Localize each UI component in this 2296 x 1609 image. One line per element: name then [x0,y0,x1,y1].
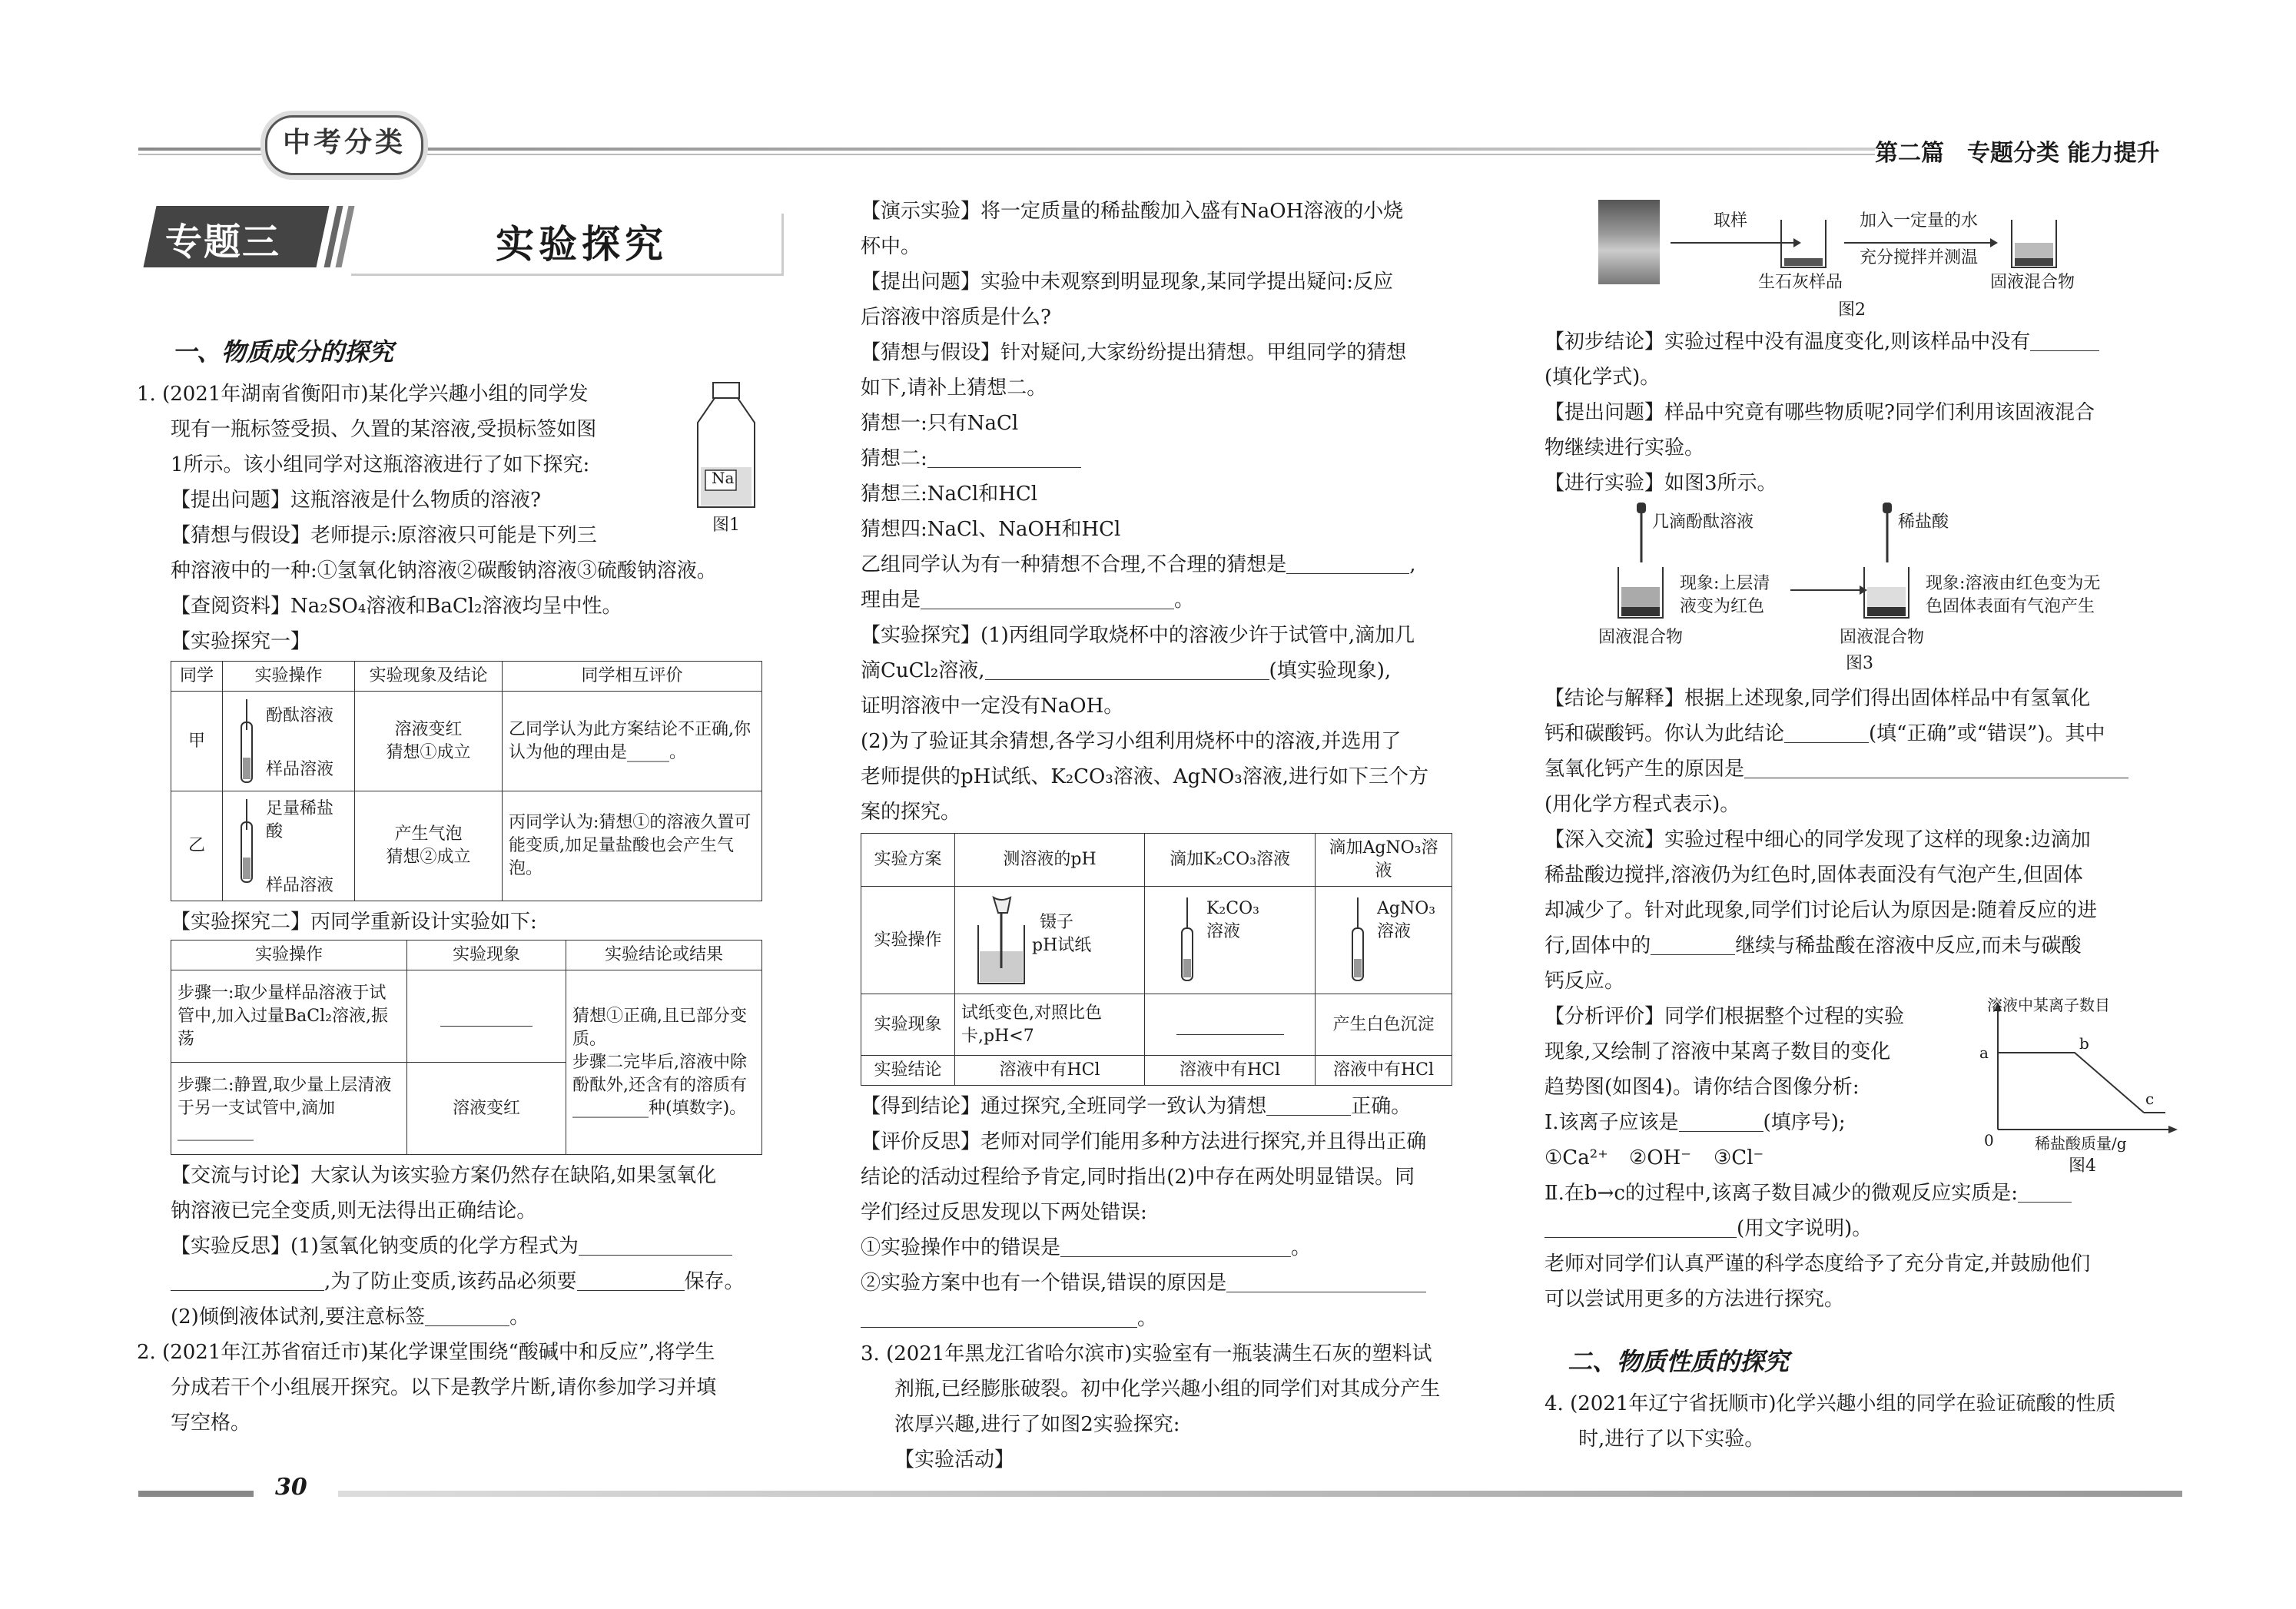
q2-ask-1: 【提出问题】实验中未观察到明显现象,某同学提出疑问:反应 [861,270,1394,294]
q3-an-3: 趋势图(如图4)。请你结合图像分析: [1544,1076,1860,1099]
arrow-icon [1790,582,1867,598]
q1-refl-3: (2)倾倒液体试剂,要注意标签 。 [137,1299,790,1335]
t3-header-3: 滴加AgNO₃溶液 [1316,834,1452,887]
fig4-xlabel: 稀盐酸质量/g [2035,1134,2127,1153]
topic-banner [150,206,784,283]
t1-header-0: 同学 [171,662,223,692]
dropper-icon [1880,503,1895,564]
q3-pre-2: (填化学式)。 [1544,366,1661,389]
column-2 [861,194,1483,1478]
t1-header-2: 实验现象及结论 [355,662,503,692]
q2-guess-2: 如下,请补上猜想二。 [861,377,1047,400]
q2-line-2: 分成若干个小组展开探究。以下是教学片断,请你参加学习并填 [171,1376,717,1399]
q3-con-4: (用化学方程式表示)。 [1544,793,1740,816]
t1-row1-who: 甲 [171,692,223,791]
q3-an-6: Ⅱ.在b→c的过程中,该离子数目减少的微观反应实质是: [1544,1176,2175,1211]
q3-line-4: 【实验活动】 [894,1448,1015,1471]
t1-row1-sample: 样品溶液 [266,759,334,779]
q1-intro-2: 现有一瓶标签受损、久置的某溶液,受损标签如图 [171,418,597,441]
q2-ex-2: 滴CuCl₂溶液, (填实验现象), [861,653,1483,688]
q2-ask-2: 后溶液中溶质是什么? [861,306,1051,329]
table-exp1 [171,661,762,901]
t2-header-0: 实验操作 [171,941,407,970]
q3-an-1: 【分析评价】同学们根据整个过程的实验 [1544,1005,1905,1028]
t3-header-1: 测溶液的pH [955,834,1145,887]
fig3-phen-2b: 色固体表面有气泡产生 [1926,597,2095,616]
q2-demo-1: 【演示实验】将一定质量的稀盐酸加入盛有NaOH溶液的小烧 [861,200,1404,223]
t3-phen-label: 实验现象 [861,994,955,1056]
q2-ev-5: ②实验方案中也有一个错误,错误的原因是 [861,1266,1483,1301]
q2-line-1: 2. (2021年江苏省宿迁市)某化学课堂围绕“酸碱中和反应”,将学生 [137,1341,715,1364]
q1-guess-2: 种溶液中的一种:①氢氧化钠溶液②碳酸钠溶液③硫酸钠溶液。 [171,559,717,582]
t2-phen2: 溶液变红 [407,1063,566,1155]
beaker-icon [1777,217,1830,270]
table-exp3 [861,833,1452,1086]
q3-ask-1: 【提出问题】样品中究竟有哪些物质呢?同学们利用该固液混合 [1544,401,2095,424]
fig3-caption: 图3 [1846,654,1873,673]
t3-op-1 [955,887,1145,994]
t1-row2-sample: 样品溶液 [266,876,334,895]
fig3-phen-2a: 现象:溶液由红色变为无 [1926,574,2101,593]
fig4-a: a [1979,1043,1989,1062]
q1-exp1-title: 【实验探究一】 [171,630,311,653]
q3-end-1: 老师对同学们认真严谨的科学态度给予了充分肯定,并鼓励他们 [1544,1252,2091,1276]
fig3-mix-2: 固液混合物 [1840,628,1925,647]
t3-op2-label: K₂CO₃ 溶液 [1206,899,1259,941]
t3-op-label: 实验操作 [861,887,955,994]
q2-ex-1: 【实验探究】(1)丙组同学取烧杯中的溶液少许于试管中,滴加几 [861,624,1415,647]
fig2-sample: 生石灰样品 [1758,273,1843,292]
fig1-label: Na [712,469,735,487]
topic-label: 专题三 [165,221,281,264]
figure-3 [1583,503,2182,679]
beaker-icon [1614,564,1667,622]
q2-yi-1: 乙组同学认为有一种猜想不合理,不合理的猜想是 , [861,547,1483,582]
t1-header-3: 同学相互评价 [503,662,762,692]
q3-deep-3: 却减少了。针对此现象,同学们讨论后认为原因是:随着反应的进 [1544,899,2098,922]
t1-row1-result: 溶液变红 猜想①成立 [355,692,503,791]
sample-photo [1598,200,1660,284]
fig4-caption: 图4 [2069,1156,2096,1176]
fig4-graph [1975,999,2182,1153]
q2-ev-2: 结论的活动过程给予肯定,同时指出(2)中存在两处明显错误。同 [861,1166,1415,1189]
q2-g-a: 猜想一:只有NaCl [861,412,1019,435]
q2-line-3: 写空格。 [171,1412,251,1435]
t3-conc-2: 溶液中有HCl [1145,1056,1316,1086]
figure-2 [1598,195,2167,318]
t3-op-2 [1145,887,1316,994]
q1-info: 【查阅资料】Na₂SO₄溶液和BaCl₂溶液均呈中性。 [171,595,622,618]
q2-ex-5: 老师提供的pH试纸、K₂CO₃溶液、AgNO₃溶液,进行如下三个方 [861,765,1428,788]
footer-bar-left [138,1491,254,1497]
section-heading-1: 一、物质成分的探究 [172,337,394,367]
page-number: 30 [275,1474,307,1501]
fig2-take: 取样 [1714,211,1748,231]
beaker-icon [1860,564,1913,622]
q1-intro-3: 1所示。该小组同学对这瓶溶液进行了如下探究: [171,453,590,476]
t1-row1-eval: 乙同学认为此方案结论不正确,你认为他的理由是_____。 [503,692,762,791]
q2-ex-3: 证明溶液中一定没有NaOH。 [861,695,1124,718]
header-badge-text: 中考分类 [282,127,406,158]
fig4-b: b [2079,1034,2089,1053]
q3-line-3: 浓厚兴趣,进行了如图2实验探究: [894,1413,1180,1436]
q1-ask: 【提出问题】这瓶溶液是什么物质的溶液? [171,489,541,512]
q2-ev-1: 【评价反思】老师对同学们能用多种方法进行探究,并且得出正确 [861,1130,1427,1153]
q3-deep-5: 钙反应。 [1544,970,1625,993]
q2-guess-1: 【猜想与假设】针对疑问,大家纷纷提出猜想。甲组同学的猜想 [861,341,1407,364]
section-heading-2: 二、物质性质的探究 [1568,1347,1790,1376]
q4-line-1: 4. (2021年辽宁省抚顺市)化学兴趣小组的同学在验证硫酸的性质 [1544,1392,2116,1415]
fig2-add-1: 加入一定量的水 [1860,211,1979,231]
q3-an-2: 现象,又绘制了溶液中某离子数目的变化 [1544,1040,1891,1063]
test-tube-dropper-icon [235,699,258,784]
q1-disc-1: 【交流与讨论】大家认为该实验方案仍然存在缺陷,如果氢氧化 [171,1164,717,1187]
t3-conc-3: 溶液中有HCl [1316,1056,1452,1086]
q2-g-b: 猜想二: [861,441,1483,476]
header-badge [265,115,423,175]
topic-title: 实验探究 [496,222,668,267]
fig2-mix: 固液混合物 [1990,273,2075,292]
beaker-tweezers-icon [970,894,1040,987]
t2-header-2: 实验结论或结果 [566,941,762,970]
fig4-ylabel: 溶液中某离子数目 [1987,996,2110,1014]
t3-op1-tweezers: 镊子 [1040,913,1074,932]
test-tube-dropper-icon [1346,897,1369,982]
t1-row2-who: 乙 [171,791,223,901]
q1-exp2-title: 【实验探究二】丙同学重新设计实验如下: [171,911,537,934]
q3-pre-1: 【初步结论】实验过程中没有温度变化,则该样品中没有 [1544,324,2175,360]
fig2-add-2: 充分搅拌并测温 [1860,248,1979,267]
q2-g-d: 猜想四:NaCl、NaOH和HCl [861,518,1121,541]
q3-an-7: (用文字说明)。 [1544,1211,2175,1246]
figure-4 [1975,996,2182,1176]
fig3-drop-1: 几滴酚酞溶液 [1652,513,1754,532]
q2-g-c: 猜想三:NaCl和HCl [861,483,1038,506]
q2-yi-2: 理由是 。 [861,582,1483,618]
q2-get-1: 【得到结论】通过探究,全班同学一致认为猜想 正确。 [861,1089,1483,1124]
dropper-icon [1634,503,1649,564]
q2-ev-3: 学们经过反思发现以下两处错误: [861,1201,1147,1224]
q2-ex-6: 案的探究。 [861,801,961,824]
fig4-trend-line [1998,1053,2144,1113]
fig2-caption: 图2 [1838,300,1866,320]
q2-demo-2: 杯中。 [861,235,921,258]
q1-intro-1: 1. (2021年湖南省衡阳市)某化学兴趣小组的同学发 [137,383,589,406]
fig4-origin: 0 [1984,1131,1994,1150]
q3-an-5: ①Ca²⁺ ②OH⁻ ③Cl⁻ [1544,1146,1764,1169]
q3-end-2: 可以尝试用更多的方法进行探究。 [1544,1288,1845,1311]
t2-header-1: 实验现象 [407,941,566,970]
fig3-phen-1a: 现象:上层清 [1680,574,1770,593]
q3-con-1: 【结论与解释】根据上述现象,同学们得出固体样品中有氢氧化 [1544,687,2091,710]
t3-phen-3: 产生白色沉淀 [1316,994,1452,1056]
t1-row2-result: 产生气泡 猜想②成立 [355,791,503,901]
t1-row1-reagent: 酚酞溶液 [266,705,334,725]
q3-con-2: 钙和碳酸钙。你认为此结论 (填“正确”或“错误”)。其中 [1544,716,2175,751]
t2-step2: 步骤二:静置,取少量上层清液于另一支试管中,滴加_________ [171,1063,407,1155]
t3-header-0: 实验方案 [861,834,955,887]
beaker-icon [2007,217,2061,270]
q1-disc-2: 钠溶液已完全变质,则无法得出正确结论。 [171,1199,537,1223]
t3-conc-label: 实验结论 [861,1056,955,1086]
table-exp2 [171,940,762,1155]
t2-step1: 步骤一:取少量样品溶液于试管中,加入过量BaCl₂溶液,振荡 [171,970,407,1063]
t3-op-3 [1316,887,1452,994]
q2-ev-4: ①实验操作中的错误是 。 [861,1230,1483,1266]
t1-header-1: 实验操作 [223,662,355,692]
q3-deep-4: 行,固体中的 继续与稀盐酸在溶液中反应,而未与碳酸 [1544,928,2175,964]
q3-deep-1: 【深入交流】实验过程中细心的同学发现了这样的现象:边滴加 [1544,828,2091,851]
column-3a [1544,324,2175,501]
q1-guess-1: 【猜想与假设】老师提示:原溶液只可能是下列三 [171,524,597,547]
q1-refl-1: 【实验反思】(1)氢氧化钠变质的化学方程式为 [137,1229,790,1264]
q1-refl-2: ,为了防止变质,该药品必须要 保存。 [137,1264,790,1299]
t3-phen-1: 试纸变色,对照比色卡,pH<7 [955,994,1145,1056]
q3-ask-2: 物继续进行实验。 [1544,436,1705,459]
header-right-title: 第二篇 专题分类 能力提升 [1875,140,2160,167]
t3-header-2: 滴加K₂CO₃溶液 [1145,834,1316,887]
t1-row2-op [223,791,355,901]
q3-line-1: 3. (2021年黑龙江省哈尔滨市)实验室有一瓶装满生石灰的塑料试 [861,1342,1432,1365]
q2-ev-6: 。 [861,1301,1483,1336]
t1-row1-op [223,692,355,791]
t2-conc: 猜想①正确,且已部分变质。 步骤二完毕后,溶液中除酚酞外,还含有的溶质有_________种(填数字)。 [566,970,762,1155]
fig4-c: c [2145,1090,2155,1108]
t1-row2-reagent: 足量稀盐酸 [266,799,334,841]
q3-line-2: 剂瓶,已经膨胀破裂。初中化学兴趣小组的同学们对其成分产生 [894,1378,1441,1401]
reagent-bottle-icon [684,377,768,515]
t3-phen-2 [1145,994,1316,1056]
q3-do: 【进行实验】如图3所示。 [1544,472,1777,495]
t3-conc-1: 溶液中有HCl [955,1056,1145,1086]
t3-op1-paper: pH试纸 [1032,936,1092,955]
fig3-phen-1b: 液变为红色 [1680,597,1765,616]
fig1-caption: 图1 [712,516,740,535]
q2-ex-4: (2)为了验证其余猜想,各学习小组利用烧杯中的溶液,并选用了 [861,730,1402,753]
q3-deep-2: 稀盐酸边搅拌,溶液仍为红色时,固体表面没有气泡产生,但固体 [1544,864,2083,887]
figure-1 [684,377,768,538]
t1-row2-eval: 丙同学认为:猜想①的溶液久置可能变质,加足量盐酸也会产生气泡。 [503,791,762,901]
q3-an-4: Ⅰ.该离子应该是 (填序号); [1544,1105,2175,1140]
t2-phen1 [407,970,566,1063]
footer-bar-right [338,1491,2182,1497]
test-tube-dropper-icon [235,799,258,884]
test-tube-dropper-icon [1176,897,1199,982]
fig3-drop-2: 稀盐酸 [1898,513,1949,532]
q3-con-3: 氢氧化钙产生的原因是 [1544,751,2175,787]
fig3-mix-1: 固液混合物 [1598,628,1684,647]
q4-line-2: 时,进行了以下实验。 [1578,1428,1765,1451]
t3-op3-label: AgNO₃ 溶液 [1377,899,1436,941]
